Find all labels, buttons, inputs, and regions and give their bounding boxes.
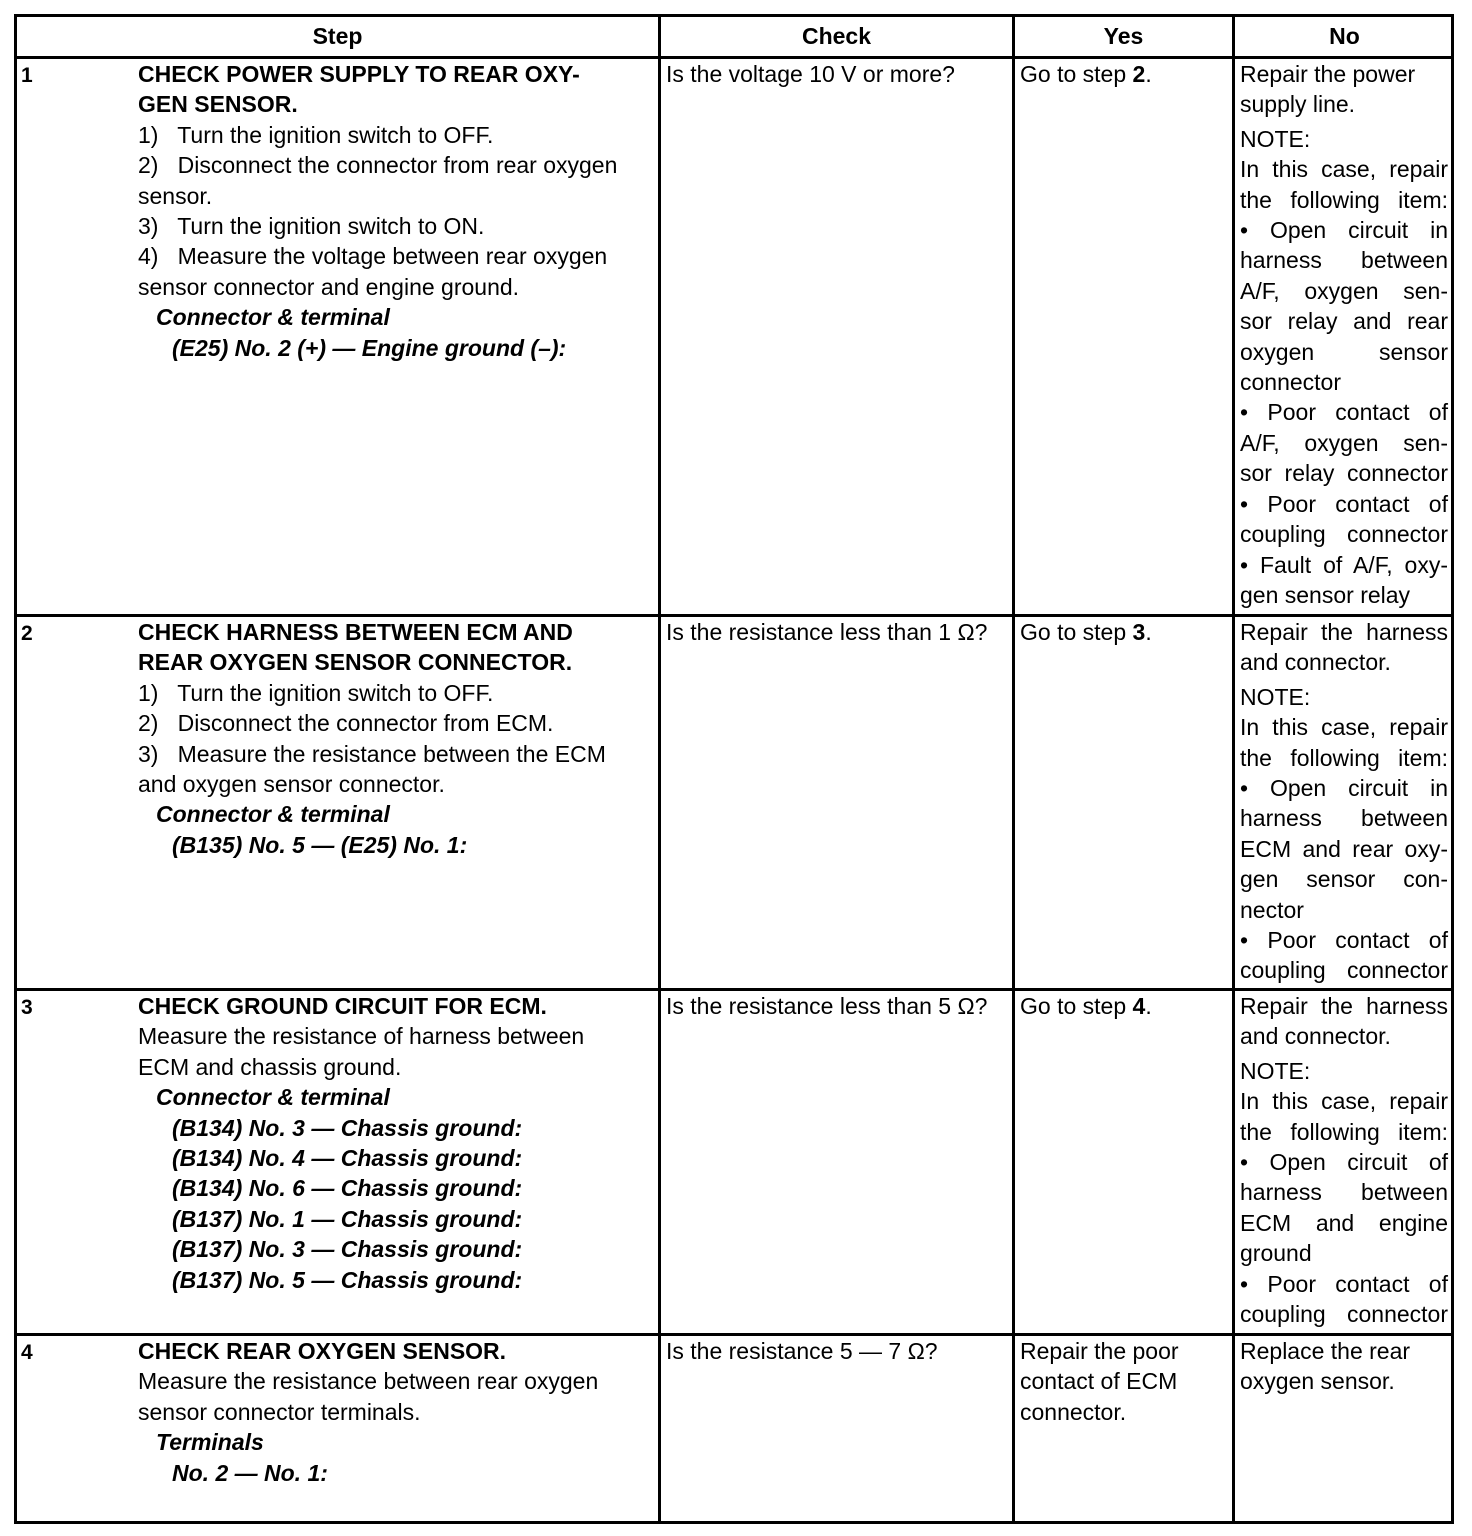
- note-line: gen sensor con-: [1240, 866, 1448, 893]
- no-text: and connector.: [1240, 1023, 1391, 1050]
- connector-terminal: (E25) No. 2 (+) — Engine ground (–):: [172, 334, 567, 361]
- note-label: NOTE:: [1240, 683, 1311, 710]
- note-line: In this case, repair: [1240, 1088, 1448, 1115]
- note-line: A/F, oxygen sen-: [1240, 277, 1448, 304]
- step-instruction: 2) Disconnect the connector from rear oxygen: [138, 152, 618, 179]
- check-cell: Is the resistance less than 5 Ω?: [666, 993, 988, 1019]
- connector-terminal: (B134) No. 4 — Chassis ground:: [172, 1145, 523, 1172]
- step-instruction: 4) Measure the voltage between rear oxygen: [138, 243, 608, 270]
- yes-cell: [1020, 1336, 1230, 1427]
- connector-terminal: (B137) No. 1 — Chassis ground:: [172, 1205, 523, 1232]
- step-cell: [138, 991, 653, 1295]
- header-no: No: [1329, 23, 1360, 49]
- no-text: and connector.: [1240, 649, 1391, 676]
- note-line: harness between: [1240, 1179, 1448, 1206]
- yes-cell: [1020, 59, 1230, 89]
- yes-text: connector.: [1020, 1398, 1127, 1425]
- connector-terminal: (B137) No. 3 — Chassis ground:: [172, 1236, 523, 1263]
- step-title: CHECK POWER SUPPLY TO REAR OXY-: [138, 61, 580, 87]
- header-check: Check: [801, 23, 872, 49]
- connector-terminal: No. 2 — No. 1:: [172, 1459, 328, 1486]
- step-cell: [138, 617, 653, 860]
- note-line: oxygen sensor: [1240, 338, 1448, 365]
- step-number: 2: [21, 622, 33, 645]
- header-step: Step: [312, 23, 363, 49]
- connector-terminal: (B135) No. 5 — (E25) No. 1:: [172, 831, 468, 858]
- connector-terminal: (B134) No. 3 — Chassis ground:: [172, 1114, 523, 1141]
- header-yes: Yes: [1103, 23, 1144, 49]
- step-instruction: sensor connector and engine ground.: [138, 273, 520, 300]
- step-number: 4: [21, 1341, 33, 1364]
- yes-step: 2: [1132, 61, 1146, 87]
- note-line: A/F, oxygen sen-: [1240, 429, 1448, 456]
- note-label: NOTE:: [1240, 1057, 1311, 1084]
- note-line: ground: [1240, 1240, 1312, 1267]
- yes-prefix: Go to step: [1020, 61, 1133, 87]
- diagnostic-table: [14, 14, 1454, 1524]
- column-divider: [1012, 17, 1015, 1521]
- yes-suffix: .: [1145, 993, 1152, 1019]
- note-line: coupling connector: [1240, 521, 1448, 548]
- step-cell: [138, 59, 653, 363]
- yes-cell: [1020, 617, 1230, 647]
- check-cell: Is the resistance less than 1 Ω?: [666, 619, 988, 645]
- note-line: In this case, repair: [1240, 156, 1448, 183]
- note-line: • Poor contact of: [1240, 927, 1448, 954]
- connector-terminal: (B137) No. 5 — Chassis ground:: [172, 1266, 523, 1293]
- step-instruction: 3) Turn the ignition switch to ON.: [138, 213, 485, 240]
- check-cell: Is the resistance 5 — 7 Ω?: [666, 1338, 938, 1364]
- connector-label: Connector & terminal: [156, 1084, 390, 1111]
- note-line: ECM and rear oxy-: [1240, 835, 1448, 862]
- step-instruction: 2) Disconnect the connector from ECM.: [138, 710, 554, 737]
- no-text: oxygen sensor.: [1240, 1368, 1395, 1395]
- step-instruction: sensor connector terminals.: [138, 1398, 421, 1425]
- note-line: nector: [1240, 896, 1304, 923]
- yes-cell: [1020, 991, 1230, 1021]
- step-title: REAR OXYGEN SENSOR CONNECTOR.: [138, 649, 573, 676]
- note-line: • Open circuit in: [1240, 217, 1448, 244]
- yes-suffix: .: [1145, 619, 1152, 645]
- no-text: Repair the harness: [1240, 619, 1448, 645]
- note-line: In this case, repair: [1240, 714, 1448, 741]
- note-line: • Poor contact of: [1240, 399, 1448, 426]
- note-line: • Fault of A/F, oxy-: [1240, 551, 1448, 578]
- no-cell: [1240, 617, 1448, 986]
- yes-prefix: Go to step: [1020, 993, 1133, 1019]
- step-title: CHECK GROUND CIRCUIT FOR ECM.: [138, 993, 547, 1019]
- yes-step: 4: [1132, 993, 1146, 1019]
- yes-prefix: Go to step: [1020, 619, 1133, 645]
- step-title: CHECK REAR OXYGEN SENSOR.: [138, 1338, 507, 1364]
- no-cell: [1240, 59, 1448, 610]
- connector-terminal: (B134) No. 6 — Chassis ground:: [172, 1175, 523, 1202]
- note-line: coupling connector: [1240, 1301, 1448, 1328]
- note-line: harness between: [1240, 247, 1448, 274]
- note-line: coupling connector: [1240, 957, 1448, 984]
- connector-label: Connector & terminal: [156, 801, 390, 828]
- step-number: 3: [21, 996, 33, 1019]
- yes-text: contact of ECM: [1020, 1368, 1178, 1395]
- note-line: • Open circuit in: [1240, 775, 1448, 802]
- note-line: • Poor contact of: [1240, 490, 1448, 517]
- yes-step: 3: [1132, 619, 1146, 645]
- yes-text: Repair the poor: [1020, 1338, 1179, 1364]
- column-divider: [1232, 17, 1235, 1521]
- step-title: GEN SENSOR.: [138, 91, 298, 118]
- terminals-label: Terminals: [156, 1429, 264, 1456]
- connector-label: Connector & terminal: [156, 304, 390, 331]
- step-cell: [138, 1336, 653, 1488]
- note-line: • Poor contact of: [1240, 1270, 1448, 1297]
- yes-suffix: .: [1145, 61, 1152, 87]
- check-cell: Is the voltage 10 V or more?: [666, 61, 955, 87]
- note-line: gen sensor relay: [1240, 581, 1411, 608]
- note-line: the following item:: [1240, 1118, 1448, 1145]
- step-instruction: sensor.: [138, 182, 213, 209]
- no-cell: [1240, 991, 1448, 1329]
- step-instruction: and oxygen sensor connector.: [138, 771, 445, 798]
- note-line: the following item:: [1240, 744, 1448, 771]
- note-label: NOTE:: [1240, 125, 1311, 152]
- step-instruction: 1) Turn the ignition switch to OFF.: [138, 121, 494, 148]
- step-instruction: 1) Turn the ignition switch to OFF.: [138, 679, 494, 706]
- step-instruction: ECM and chassis ground.: [138, 1053, 402, 1080]
- step-number: 1: [21, 64, 33, 87]
- no-cell: [1240, 1336, 1448, 1397]
- step-title: CHECK HARNESS BETWEEN ECM AND: [138, 619, 573, 645]
- note-line: sor relay and rear: [1240, 308, 1448, 335]
- step-instruction: 3) Measure the resistance between the ECM: [138, 740, 606, 767]
- step-instruction: Measure the resistance between rear oxygen: [138, 1368, 599, 1395]
- note-line: • Open circuit of: [1240, 1149, 1448, 1176]
- note-line: ECM and engine: [1240, 1209, 1448, 1236]
- no-text: Replace the rear: [1240, 1338, 1411, 1364]
- no-text: Repair the harness: [1240, 993, 1448, 1019]
- note-line: the following item:: [1240, 186, 1448, 213]
- no-text: supply line.: [1240, 91, 1356, 118]
- note-line: connector: [1240, 369, 1342, 396]
- note-line: sor relay connector: [1240, 460, 1448, 487]
- note-line: harness between: [1240, 805, 1448, 832]
- column-divider: [658, 17, 661, 1521]
- step-instruction: Measure the resistance of harness between: [138, 1023, 585, 1050]
- no-text: Repair the power: [1240, 61, 1416, 87]
